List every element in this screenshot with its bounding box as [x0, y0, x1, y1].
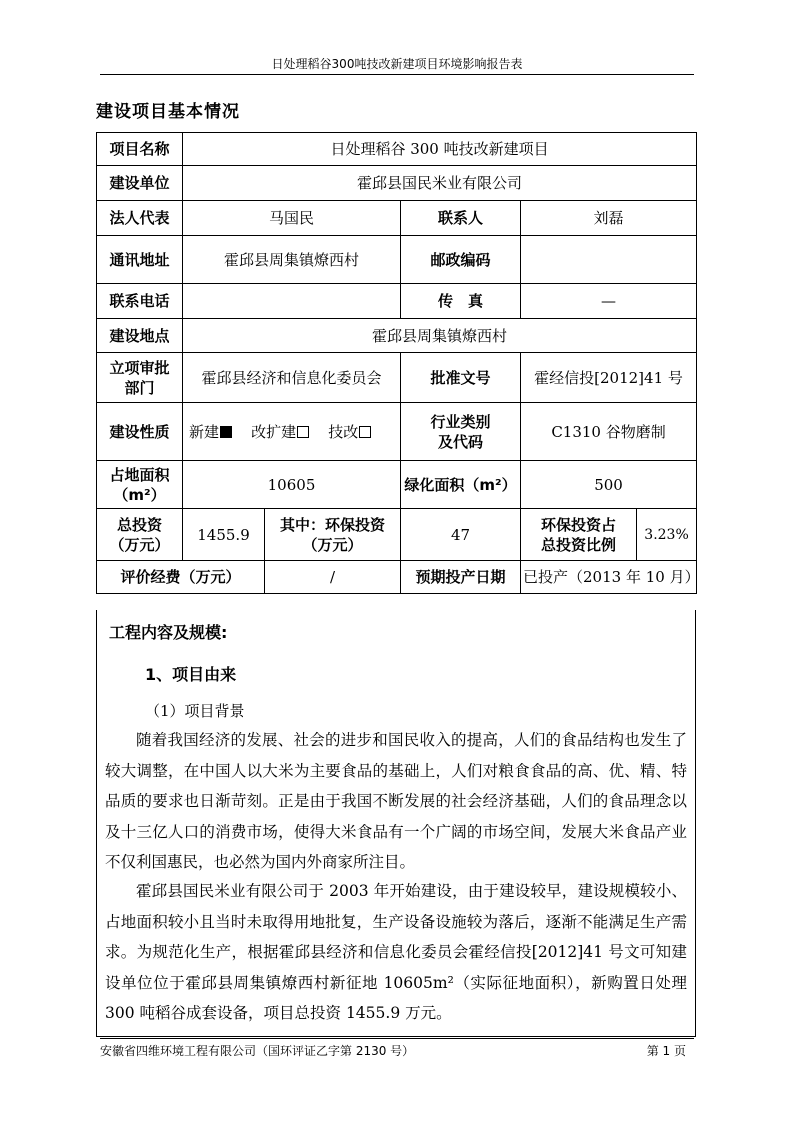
site-label: 建设地点 — [97, 319, 183, 353]
header-title: 日处理稻谷300吨技改新建项目环境影响报告表 — [271, 57, 523, 71]
date-value: 已投产（2013 年 10 月） — [521, 561, 697, 594]
industry-value: C1310 谷物磨制 — [521, 403, 697, 461]
fee-label: 评价经费（万元） — [97, 561, 265, 594]
nature-option-expand — [251, 423, 309, 441]
nature-option-tech — [328, 423, 371, 441]
contact-label: 联系人 — [401, 201, 521, 236]
table-row — [97, 133, 697, 166]
table-row — [97, 236, 697, 284]
table-row — [97, 509, 697, 561]
approval-dept-label — [97, 353, 183, 403]
approval-no-label: 批准文号 — [401, 353, 521, 403]
industry-label — [401, 403, 521, 461]
nature-option-tech-label: 技改 — [328, 422, 359, 441]
checkbox-empty-icon — [297, 426, 309, 438]
nature-option-new-label: 新建 — [189, 422, 220, 441]
area-value: 10605 — [183, 461, 401, 509]
env-ratio-label-line2: 总投资比例 — [540, 535, 616, 554]
table-row — [97, 561, 697, 594]
table-row — [97, 319, 697, 353]
legal-rep-label: 法人代表 — [97, 201, 183, 236]
green-value: 500 — [521, 461, 697, 509]
env-ratio-label-line1: 环保投资占 — [540, 515, 616, 534]
address-value: 霍邱县周集镇燎西村 — [183, 236, 401, 284]
paragraph-company: 霍邱县国民米业有限公司于 2003 年开始建设，由于建设较早，建设规模较小、占地面积较小且当时未取得用地批复，生产设备设施较为落后，逐渐不能满足生产需求。为规范化生产，根据霍邱县经济和信息化委员会霍经信投[2012]41 号文可知建设单位位于霍邱县周集镇燎西村新征地 10605m²（实际征地面积），新购置日处理 300 吨稻谷成套设备，项目总投资 1455.9 万元。 — [105, 882, 687, 1022]
paragraph-background: 随着我国经济的发展、社会的进步和国民收入的提高，人们的食品结构也发生了较大调整，在中国人以大米为主要食品的基础上，人们对粮食食品的高、优、精、特品质的要求也日渐苛刻。正是由于我国不断发展的社会经济基础，人们的食品理念以及十三亿人口的消费市场，使得大米食品有一个广阔的市场空间，发展大米食品产业不仅利国惠民，也必然为国内外商家所注目。 — [105, 731, 687, 871]
approval-no-value: 霍经信投[2012]41 号 — [521, 353, 697, 403]
checkbox-checked-icon — [220, 426, 232, 438]
area-label-line2: （m²） — [113, 485, 166, 504]
nature-label: 建设性质 — [97, 403, 183, 461]
approval-dept-label-line2: 部门 — [124, 378, 155, 397]
page-footer — [100, 1038, 694, 1059]
project-name-value: 日处理稻谷 300 吨技改新建项目 — [183, 133, 697, 166]
approval-dept-label-line1: 立项审批 — [109, 358, 170, 377]
nature-option-new — [189, 423, 232, 441]
table-row — [97, 284, 697, 319]
table-row — [97, 166, 697, 201]
env-invest-value: 47 — [401, 509, 521, 561]
invest-label — [97, 509, 183, 561]
table-row — [97, 201, 697, 236]
unit-value: 霍邱县国民米业有限公司 — [183, 166, 697, 201]
env-ratio-value: 3.23% — [637, 509, 697, 561]
green-label: 绿化面积（m²） — [401, 461, 521, 509]
checkbox-empty-icon — [359, 426, 371, 438]
section-title: 建设项目基本情况 — [96, 102, 240, 122]
industry-label-line1: 行业类别 — [430, 412, 491, 431]
approval-dept-value: 霍邱县经济和信息化委员会 — [183, 353, 401, 403]
nature-option-expand-label: 改扩建 — [251, 422, 297, 441]
page-header — [100, 56, 694, 75]
invest-label-line1: 总投资 — [116, 515, 162, 534]
invest-value: 1455.9 — [183, 509, 265, 561]
footer-company: 安徽省四维环境工程有限公司（国环评证乙字第 2130 号） — [100, 1044, 415, 1058]
nature-options — [183, 403, 401, 461]
fee-value: / — [265, 561, 401, 594]
industry-label-line2: 及代码 — [437, 432, 483, 451]
table-row — [97, 353, 697, 403]
project-name-label: 项目名称 — [97, 133, 183, 166]
page-number: 第 1 页 — [646, 1044, 686, 1058]
phone-value — [183, 284, 401, 319]
subsubsection-title: （1）项目背景 — [145, 702, 245, 720]
subsection-title: 1、项目由来 — [145, 665, 237, 684]
date-label: 预期投产日期 — [401, 561, 521, 594]
env-ratio-label — [521, 509, 637, 561]
site-value: 霍邱县周集镇燎西村 — [183, 319, 697, 353]
contact-value: 刘磊 — [521, 201, 697, 236]
area-label — [97, 461, 183, 509]
fax-value: — — [521, 284, 697, 319]
area-label-line1: 占地面积 — [109, 465, 170, 484]
env-invest-label — [265, 509, 401, 561]
fax-label: 传 真 — [401, 284, 521, 319]
env-invest-label-line2: （万元） — [302, 535, 363, 554]
content-box — [96, 610, 696, 1037]
postcode-value — [521, 236, 697, 284]
table-row — [97, 403, 697, 461]
content-title: 工程内容及规模: — [109, 623, 228, 642]
legal-rep-value: 马国民 — [183, 201, 401, 236]
basic-info-table — [96, 132, 700, 594]
unit-label: 建设单位 — [97, 166, 183, 201]
env-invest-label-line1: 其中：环保投资 — [279, 515, 385, 534]
invest-label-line2: （万元） — [109, 535, 170, 554]
postcode-label: 邮政编码 — [401, 236, 521, 284]
phone-label: 联系电话 — [97, 284, 183, 319]
address-label: 通讯地址 — [97, 236, 183, 284]
table-row — [97, 461, 697, 509]
